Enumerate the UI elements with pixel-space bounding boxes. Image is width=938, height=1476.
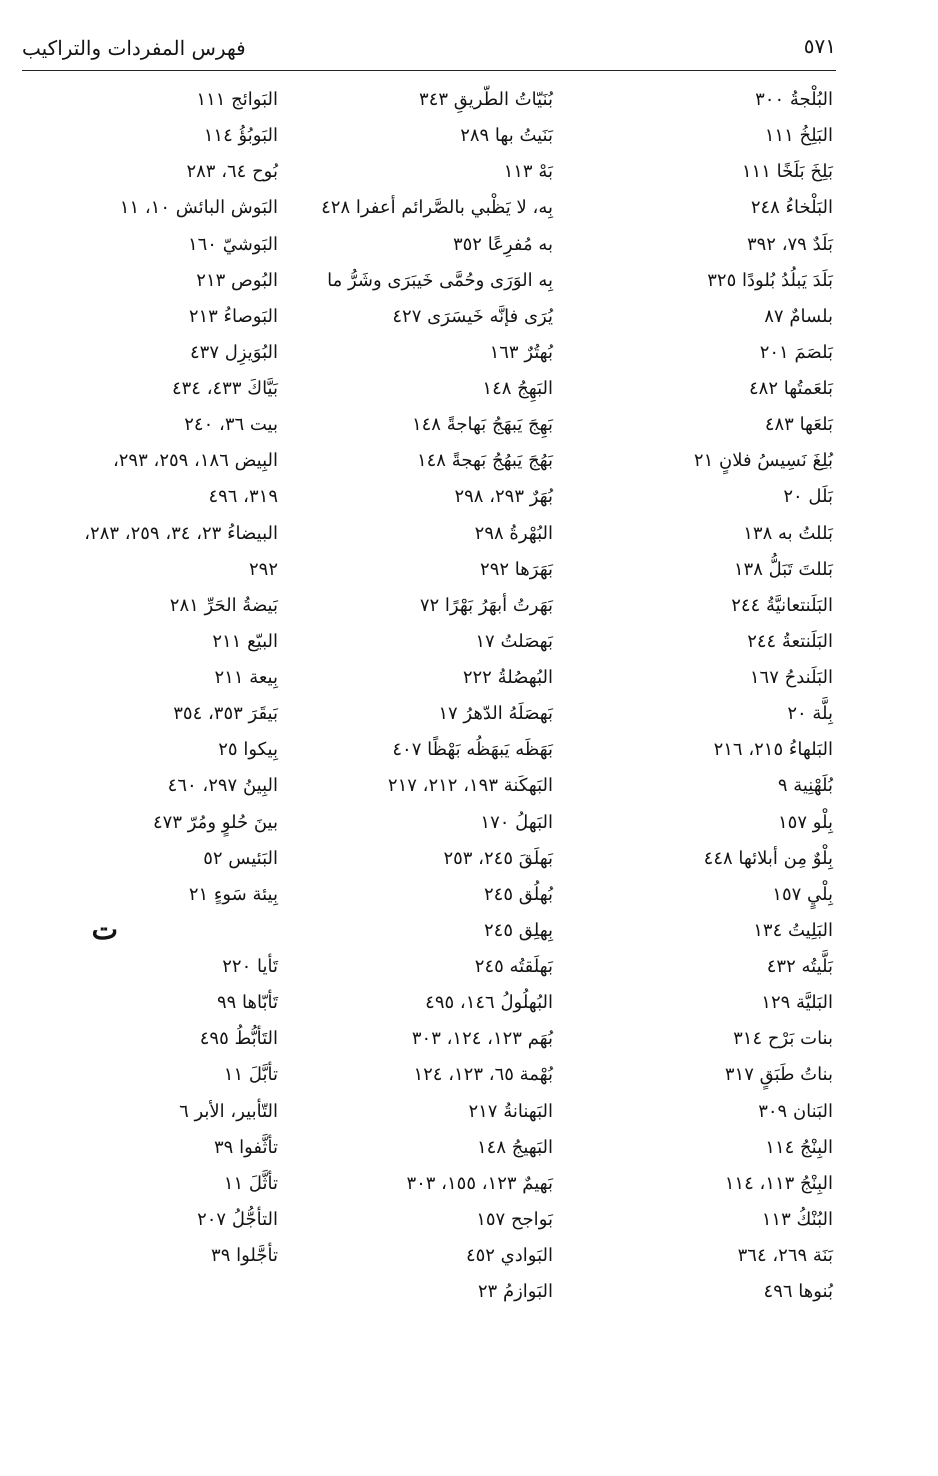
- index-entry: يُرَى فإنَّه خَيسَرَى ٤٢٧: [392, 305, 553, 327]
- index-entry: ٢٩٢: [248, 558, 278, 580]
- index-entry: بَلَّيتُه ٤٣٢: [766, 956, 833, 977]
- index-entry: البُهلُولُ ١٤٦، ٤٩٥: [425, 992, 553, 1014]
- index-entry: البِنْجُ ١١٣، ١١٤: [724, 1172, 833, 1194]
- index-entry: بُنوها ٤٩٦: [763, 1281, 833, 1303]
- index-entry: بَلَدٌ ٧٩، ٣٩٢: [746, 233, 833, 255]
- index-entry: بينَ حُلوٍ ومُرّ ٤٧٣: [153, 811, 278, 833]
- index-entry: بِهلِق ٢٤٥: [483, 919, 553, 941]
- index-entry: بَنَة ٢٦٩، ٣٦٤: [737, 1245, 833, 1266]
- index-entry: البَهلُ ١٧٠: [480, 811, 553, 833]
- index-entry: بناتُ طَبَقٍ ٣١٧: [724, 1064, 833, 1086]
- index-entry: البَلهاءُ ٢١٥، ٢١٦: [713, 739, 833, 761]
- index-entry: بُهَرٌ ٢٩٣، ٢٩٨: [454, 486, 553, 508]
- index-entry: بَهلَقتُه ٢٤٥: [474, 956, 553, 977]
- index-entry: بُوح ٦٤، ٢٨٣: [186, 161, 278, 183]
- index-entry: البَوش البائش ١٠، ١١: [119, 197, 278, 219]
- index-entry: بِيعة ٢١١: [214, 667, 278, 688]
- section-letter-heading: ت: [91, 912, 118, 946]
- index-entry: بِه، لا يَظْبي بالصَّرائم أعفرا ٤٢٨: [321, 197, 553, 219]
- index-column-left: [0, 82, 278, 1274]
- index-entry: بَلَدَ يَبلُدُ بُلودًا ٣٢٥: [707, 269, 833, 291]
- index-entry: بِلْيٍ ١٥٧: [772, 883, 833, 905]
- index-entry: به مُفرِعًا ٣٥٢: [452, 233, 553, 255]
- index-entry: البَوشيّ ١٦٠: [187, 233, 278, 255]
- index-entry: بُهَم ١٢٣، ١٢٤، ٣٠٣: [411, 1028, 553, 1050]
- index-entry: بَهصَلَهُ الدّهرُ ١٧: [438, 703, 553, 725]
- index-entry: بُهتُرٌ ١٦٣: [489, 341, 553, 363]
- index-entry: بَللتَ تَبَلُّ ١٣٨: [733, 558, 833, 580]
- index-entry: بُهلُق ٢٤٥: [483, 883, 553, 905]
- index-entry: البَلِيتُ ١٣٤: [753, 919, 833, 941]
- index-entry: بَهَرتُ أبهَرُ بَهْرًا ٧٢: [419, 594, 553, 616]
- index-entry: البَهكَنة ١٩٣، ٢١٢، ٢١٧: [387, 775, 553, 797]
- index-entry: البَلَندحُ ١٦٧: [749, 667, 833, 688]
- index-entry: بُهْمة ٦٥، ١٢٣، ١٢٤: [413, 1064, 553, 1086]
- index-entry: بِلْوٌ مِن أبلائها ٤٤٨: [703, 847, 833, 869]
- index-entry: البَوصاءُ ٢١٣: [188, 305, 278, 327]
- index-entry: بَهَرَها ٢٩٢: [480, 558, 553, 580]
- index-entry: بَهصَلتُ ١٧: [475, 630, 553, 652]
- index-entry: التَأبُّطُ ٤٩٥: [199, 1028, 278, 1050]
- index-entry: بَهيمٌ ١٢٣، ١٥٥، ٣٠٣: [406, 1172, 553, 1194]
- index-entry: البيضاءُ ٢٣، ٣٤، ٢٥٩، ٢٨٣،: [84, 522, 278, 544]
- index-entry: البَلِخُ ١١١: [764, 125, 833, 147]
- index-entry: بَهلَقَ ٢٤٥، ٢٥٣: [443, 847, 553, 869]
- index-entry: ٣١٩، ٤٩٦: [208, 486, 278, 508]
- index-entry: بِلْو ١٥٧: [777, 811, 833, 833]
- index-entry: بَللتُ به ١٣٨: [743, 522, 833, 544]
- index-entry: البَوازمُ ٢٣: [477, 1281, 553, 1303]
- index-entry: بَهِجَ يَبهَجُ بَهاجةً ١٤٨: [411, 414, 553, 436]
- index-entry: بِه الوَرَى وحُمَّى خَيبَرَى وشَرُّ ما: [327, 269, 553, 291]
- index-entry: بِيكوا ٢٥: [218, 739, 278, 761]
- page-header: [22, 30, 836, 71]
- index-entry: التأجُّلُ ٢٠٧: [197, 1208, 278, 1230]
- index-entry: بَواجح ١٥٧: [476, 1208, 553, 1230]
- index-entry: بِيئة سَوءٍ ٢١: [188, 883, 278, 905]
- index-entry: البَوبُؤُ ١١٤: [203, 125, 278, 147]
- index-entry: بَهَظَه يَبهَظُه بَهْظًا ٤٠٧: [392, 739, 553, 761]
- index-entry: بَلصَمَ ٢٠١: [759, 341, 833, 363]
- index-entry: البَئيس ٥٢: [203, 847, 278, 869]
- index-entry: البِيض ١٨٦، ٢٥٩، ٢٩٣،: [112, 450, 278, 472]
- index-entry: بَهْ ١١٣: [503, 161, 553, 183]
- index-entry: البَوائج ١١١: [196, 89, 278, 110]
- index-entry: بِلَّة ٢٠: [787, 703, 833, 725]
- page-number: ٥٧١: [803, 34, 836, 58]
- index-entry: بَلعَها ٤٨٣: [764, 414, 833, 436]
- index-entry: البُلْجةُ ٣٠٠: [755, 89, 833, 110]
- index-entry: البُهصُلةُ ٢٢٢: [462, 667, 553, 688]
- index-entry: البَوادي ٤٥٢: [465, 1245, 553, 1266]
- index-entry: تأجَّلوا ٣٩: [211, 1245, 278, 1266]
- index-entry: بَنَيتُ بها ٢٨٩: [460, 125, 553, 147]
- index-entry: بَلِخَ بَلَخًا ١١١: [741, 161, 833, 183]
- index-entry: البُوَيزِل ٤٣٧: [190, 341, 278, 363]
- index-entry: البُنْكُ ١١٣: [761, 1208, 833, 1230]
- index-entry: بُنَيّاتُ الطّريقِ ٣٤٣: [419, 89, 553, 110]
- index-entry: البَلَنتعانيَّةُ ٢٤٤: [731, 594, 833, 616]
- index-entry: تأثَّلَ ١١: [223, 1172, 278, 1194]
- index-entry: بيت ٣٦، ٢٤٠: [184, 414, 278, 436]
- index-entry: البَلْخاءُ ٢٤٨: [750, 197, 833, 219]
- index-entry: بَيقَرَ ٣٥٣، ٣٥٤: [173, 703, 278, 725]
- index-entry: البُهْرةُ ٢٩٨: [474, 522, 553, 544]
- index-entry: بَيَّاكَ ٤٣٣، ٤٣٤: [171, 378, 278, 399]
- index-entry: البَليَّة ١٢٩: [761, 992, 833, 1014]
- index-entry: تأثَّفوا ٣٩: [214, 1136, 278, 1158]
- index-entry: البَهنانةُ ٢١٧: [468, 1100, 553, 1122]
- page-title: فهرس المفردات والتراكيب: [22, 36, 246, 60]
- index-entry: بَيضةُ الحَرِّ ٢٨١: [169, 594, 278, 616]
- index-entry: بنات بَرْح ٣١٤: [733, 1028, 833, 1050]
- index-entry: تَأيا ٢٢٠: [222, 956, 278, 977]
- index-entry: البِنْجُ ١١٤: [765, 1136, 833, 1158]
- index-column-right: [613, 82, 833, 1310]
- index-entry: البيّع ٢١١: [212, 630, 278, 652]
- index-entry: بَلَل ٢٠: [783, 486, 833, 508]
- index-entry: البَهيجُ ١٤٨: [476, 1136, 553, 1158]
- index-entry: البَنان ٣٠٩: [758, 1100, 833, 1122]
- index-entry: بَهُجَ يَبهُجُ بَهجةً ١٤٨: [416, 450, 553, 472]
- index-entry: تَأبّاها ٩٩: [216, 992, 278, 1014]
- index-column-middle: [288, 82, 553, 1310]
- index-entry: تأبَّلَ ١١: [223, 1064, 278, 1086]
- index-entry: البَهِجُ ١٤٨: [482, 378, 553, 399]
- index-entry: البَلَنتعةُ ٢٤٤: [747, 630, 833, 652]
- index-entry: البُوص ٢١٣: [196, 269, 278, 291]
- index-entry: البِينُ ٢٩٧، ٤٦٠: [167, 775, 278, 797]
- index-entry: بُلَهْنِية ٩: [777, 775, 833, 797]
- index-entry: التّأبير، الأبر ٦: [179, 1100, 278, 1122]
- index-entry: بُلِغَ نَسِيسُ فلانٍ ٢١: [693, 450, 833, 472]
- index-entry: بَلعَمتُها ٤٨٢: [748, 378, 833, 399]
- index-entry: بلسامٌ ٨٧: [764, 305, 833, 327]
